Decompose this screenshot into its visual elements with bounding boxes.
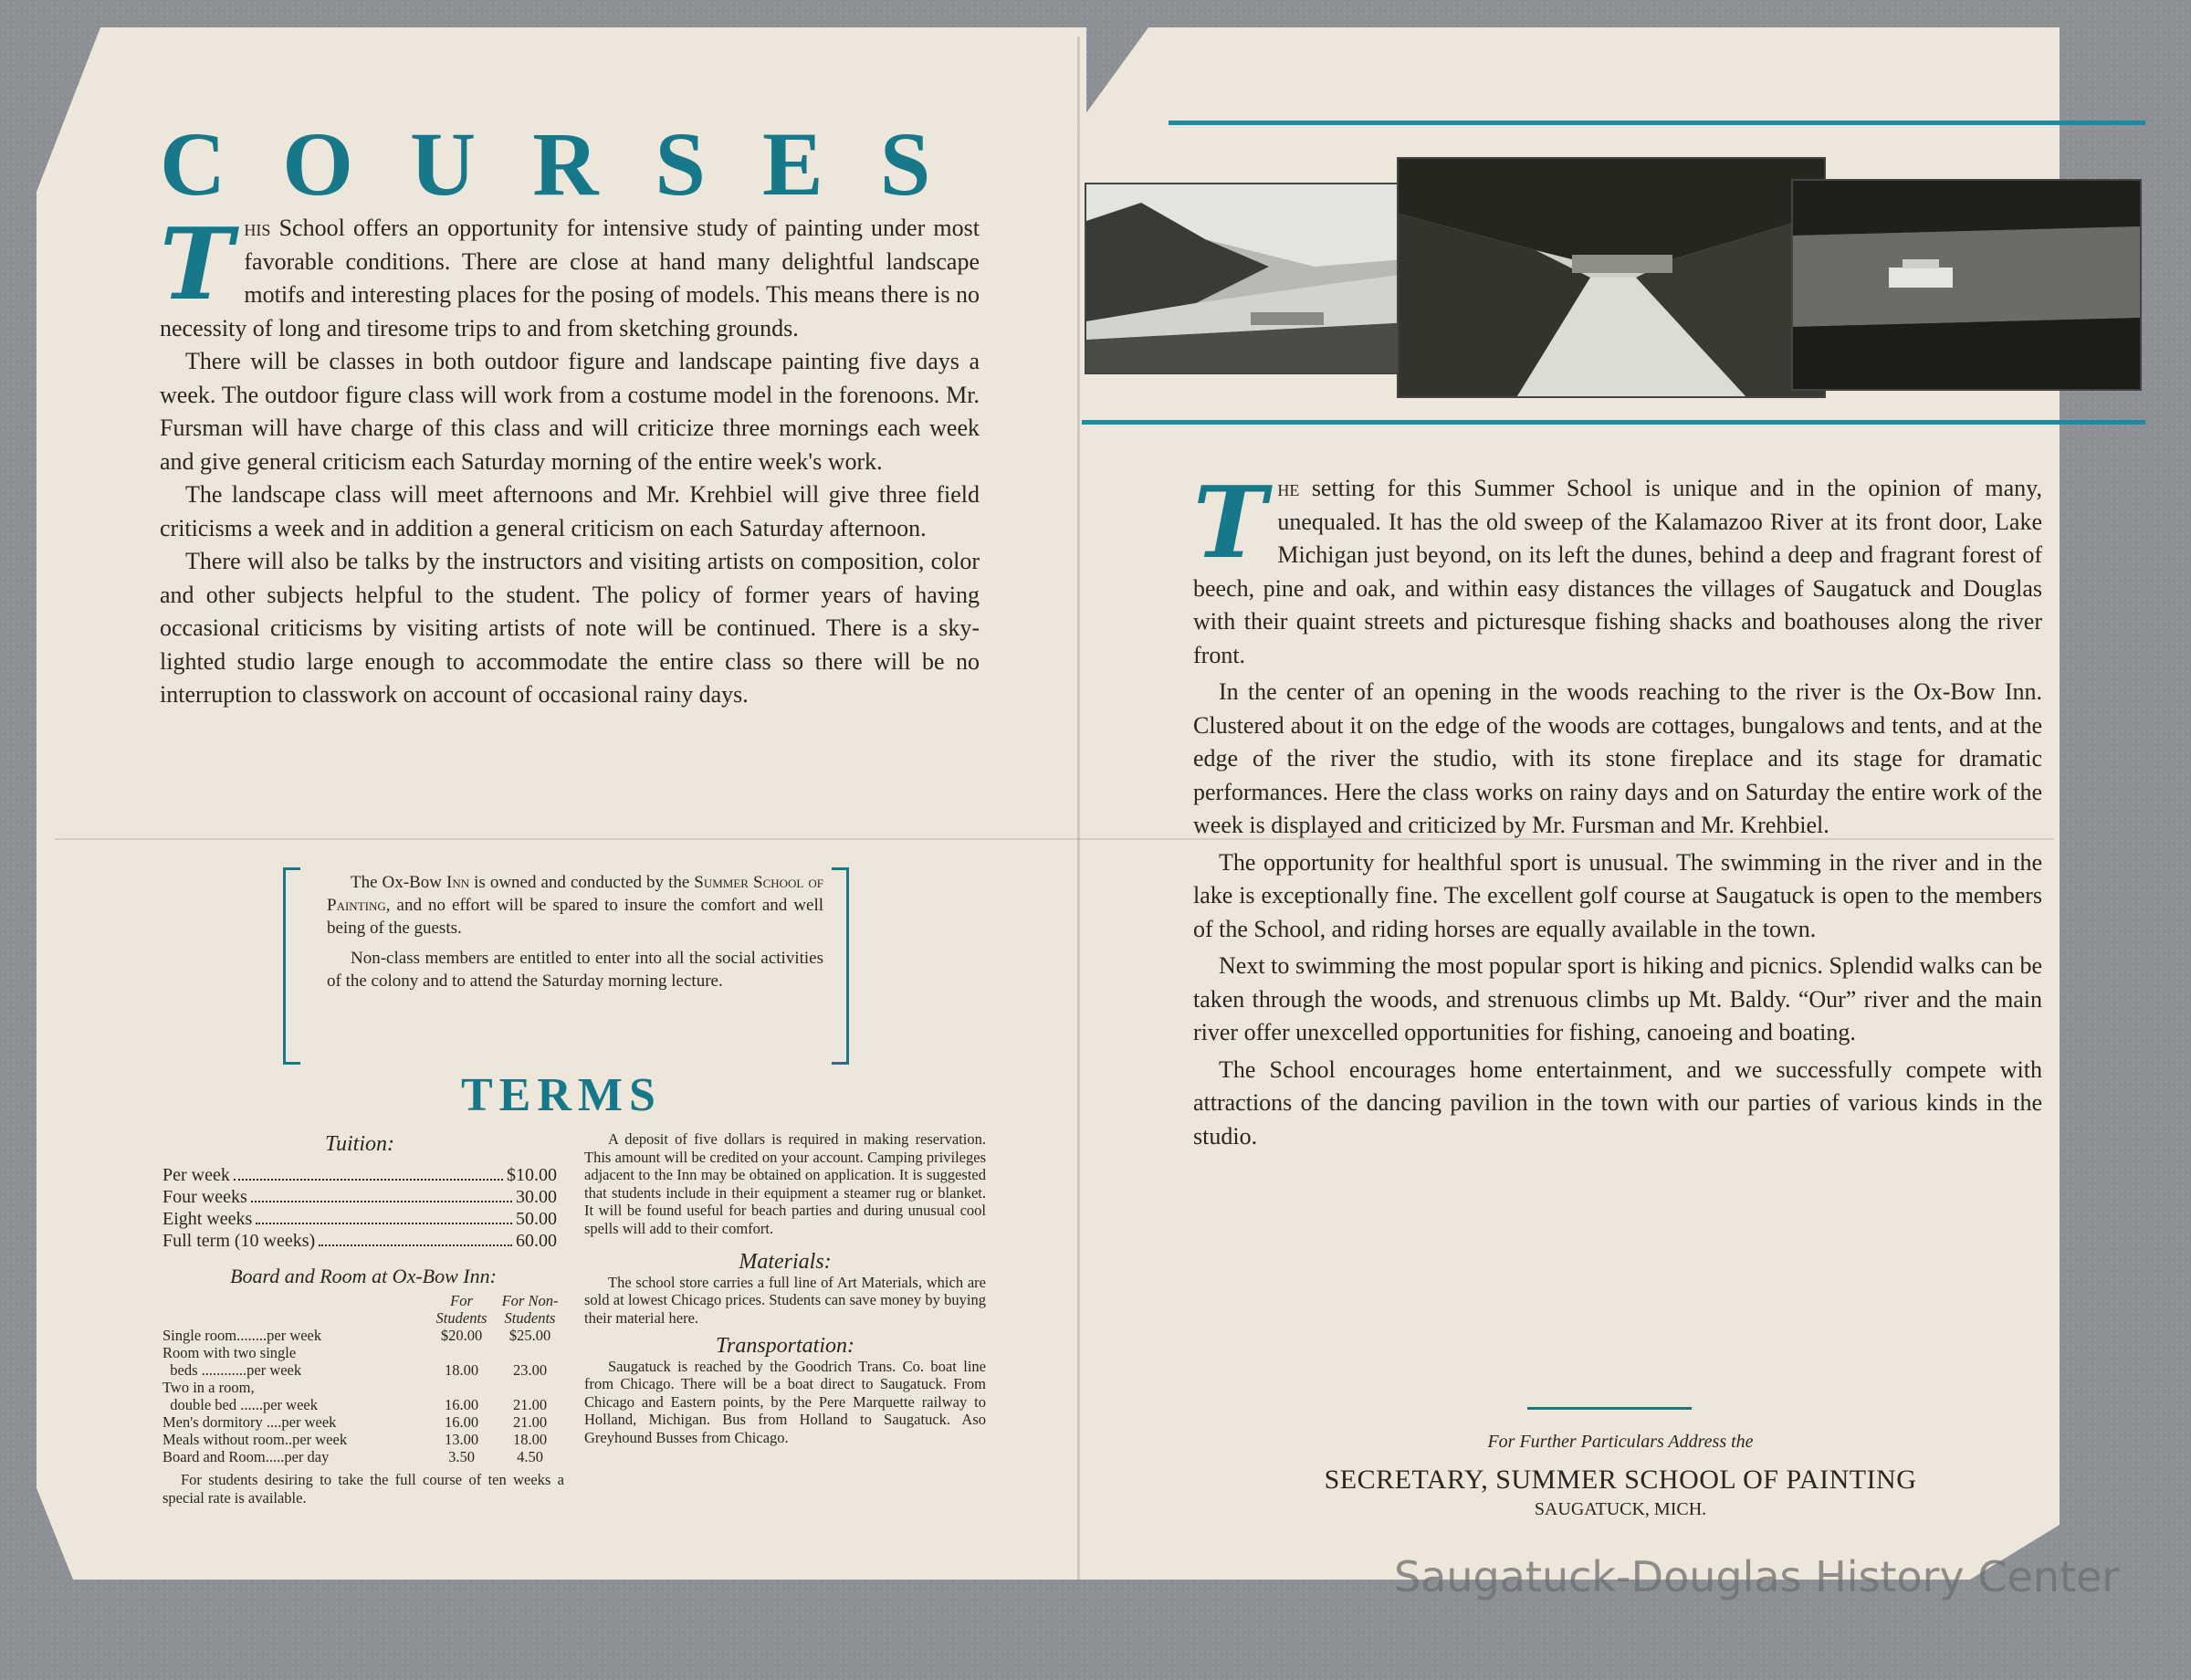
board-header-row bbox=[162, 1292, 564, 1327]
board-students: 13.00 bbox=[444, 1431, 479, 1448]
setting-paragraph: The opportunity for healthful sport is unusual. The swimming in the river and in the lake is exceptionally fine. The excellent golf course at Saugatuck is open to the members of the School, and riding horses are equally available in the town. bbox=[1193, 848, 2042, 942]
board-students: 16.00 bbox=[444, 1396, 479, 1413]
lake-boat-image bbox=[1793, 181, 2140, 389]
setting-paragraph: Next to swimming the most popular sport is hiking and picnics. Splendid walks can be taken through the woods, and strenuous climbs up Mt. Baldy. “Our” river and the main river offer unexcelled opportunities for fishing, canoeing and boating. bbox=[1193, 952, 2042, 1045]
watermark: Saugatuck-Douglas History Center bbox=[1394, 1552, 2120, 1601]
board-row bbox=[162, 1431, 564, 1448]
top-rule bbox=[1169, 121, 2145, 125]
inn-notice-text bbox=[327, 871, 823, 1000]
board-non bbox=[496, 1379, 564, 1396]
tuition-row bbox=[162, 1208, 557, 1230]
contact-block bbox=[1196, 1430, 2045, 1521]
board-row bbox=[162, 1379, 564, 1396]
inn-notice-text-c: , and no effort will be spared to insure the comfort and well being of the guests. bbox=[327, 896, 823, 938]
setting-intro-text: setting for this Summer School is unique and in the opinion of many, unequaled. It has the old sweep of the Kalamazoo River at its front door, Lake Michigan just beyond, on its left the dunes, behind a deep and fragrant forest of beech, pine and oak, and within easy distances the villages of Saugatuck and Douglas with their quaint streets and picturesque fishing shacks and boathouses along the river front. bbox=[1193, 475, 2042, 668]
tuition-price: 60.00 bbox=[516, 1231, 557, 1251]
tuition-row bbox=[162, 1186, 557, 1208]
board-students: $20.00 bbox=[440, 1327, 483, 1344]
courses-paragraph: There will be classes in both outdoor figure and landscape painting five days a week. The outdoor figure class will work from a costume model in the forenoons. Mr. Fursman will have charge of this class and will criticize three mornings each week and give general criticism each Saturday morning of the entire week's work. bbox=[160, 348, 980, 475]
tuition-heading: Tuition: bbox=[324, 1132, 395, 1156]
board-non: $25.00 bbox=[508, 1327, 551, 1344]
box-left-bracket bbox=[283, 867, 300, 1065]
board-students: 16.00 bbox=[444, 1413, 479, 1431]
board-non: 21.00 bbox=[512, 1413, 548, 1431]
setting-paragraph: In the center of an opening in the woods reaching to the river is the Ox-Bow Inn. Clustered about it on the edge of the woods are cottages, bungalows and tents, and at the edge of the river the studio, with its stone fireplace and its stage for dramatic performances. Here the class works on rainy days and on Saturday the entire work of the week is displayed and criticized by Mr. Fursman and Mr. Krehbiel. bbox=[1193, 678, 2042, 838]
tuition-price: 30.00 bbox=[516, 1187, 557, 1207]
inn-notice-text-b: is owned and conducted by the bbox=[469, 873, 695, 892]
board-non: 23.00 bbox=[512, 1361, 548, 1379]
inn-notice-box bbox=[283, 867, 849, 1059]
tuition-label: Full term (10 weeks) bbox=[162, 1231, 316, 1251]
board-label: Two in a room, bbox=[162, 1379, 255, 1396]
photo-bottom-rule bbox=[1082, 420, 2145, 425]
materials-heading: Materials: bbox=[739, 1250, 832, 1274]
dune-path-photo bbox=[1397, 157, 1826, 398]
transport-heading: Transportation: bbox=[715, 1334, 855, 1358]
tuition-label: Eight weeks bbox=[162, 1209, 253, 1229]
setting-paragraph: The School encourages home entertainment, and we successfully compete with attractions of the dancing pavilion in the town with our parties of various kinds in the studio. bbox=[1193, 1055, 2042, 1150]
board-label: Single room........per week bbox=[162, 1327, 322, 1344]
tuition-price: 50.00 bbox=[516, 1209, 557, 1229]
contact-divider bbox=[1527, 1407, 1692, 1410]
transport-text: Saugatuck is reached by the Goodrich Trans. Co. boat line from Chicago. There will be a boat direct to Saugatuck. From Chicago and Eastern points, by the Pere Marquette railway to Holland, Michigan. Bus from Holland to Saugatuck. Aso Greyhound Busses from Chicago. bbox=[584, 1357, 986, 1446]
tuition-row bbox=[162, 1230, 557, 1252]
board-table bbox=[162, 1292, 564, 1465]
leader-dots bbox=[251, 1186, 512, 1202]
courses-intro bbox=[160, 207, 980, 345]
leader-dots bbox=[234, 1164, 503, 1181]
col-students: For Students bbox=[435, 1292, 487, 1327]
tuition-list bbox=[162, 1164, 557, 1252]
inn-notice-inn: Inn bbox=[446, 873, 470, 892]
contact-place: SAUGATUCK, MICH. bbox=[1534, 1499, 1707, 1519]
board-label: Room with two single bbox=[162, 1344, 297, 1361]
leader-dots bbox=[319, 1230, 512, 1246]
terms-right-column bbox=[584, 1130, 986, 1446]
courses-intro-lead: his bbox=[244, 215, 271, 241]
inn-notice-school: Summer School of Painting bbox=[327, 873, 823, 915]
board-label: Men's dormitory ....per week bbox=[162, 1413, 337, 1431]
board-row bbox=[162, 1344, 564, 1361]
col-nonstudents: For Non-Students bbox=[501, 1292, 559, 1327]
contact-name: SECRETARY, SUMMER SCHOOL OF PAINTING bbox=[1324, 1465, 1917, 1495]
tuition-row bbox=[162, 1164, 557, 1186]
tuition-label: Per week bbox=[162, 1165, 230, 1185]
river-photo-image bbox=[1086, 184, 1428, 373]
courses-intro-text: School offers an opportunity for intensive study of painting under most favorable conditions. There are close at hand many delightful landscape motifs and interesting places for the posing of models. This means there is no necessity of long and tiresome trips to and from sketching grounds. bbox=[160, 215, 980, 341]
courses-body bbox=[160, 207, 980, 712]
lake-boat-photo bbox=[1791, 179, 2142, 391]
board-non: 21.00 bbox=[512, 1396, 548, 1413]
board-label: Board and Room.....per day bbox=[162, 1448, 330, 1465]
inn-notice-text-a: The Ox-Bow bbox=[351, 873, 447, 892]
board-row bbox=[162, 1396, 564, 1413]
board-label: double bed ......per week bbox=[162, 1396, 318, 1413]
contact-lead: For Further Particulars Address the bbox=[1487, 1432, 1754, 1452]
board-non bbox=[496, 1344, 564, 1361]
dune-path-image bbox=[1399, 159, 1824, 396]
board-non: 18.00 bbox=[512, 1431, 548, 1448]
courses-paragraph: The landscape class will meet afternoons and Mr. Krehbiel will give three field criticisms a week and in addition a general criticism on each Saturday afternoon. bbox=[160, 481, 980, 541]
board-row bbox=[162, 1327, 564, 1344]
board-students bbox=[427, 1379, 496, 1396]
courses-dropcap: T bbox=[160, 207, 234, 322]
setting-intro bbox=[1193, 466, 2042, 672]
terms-heading: TERMS bbox=[461, 1069, 662, 1121]
tuition-section bbox=[162, 1132, 557, 1252]
deposit-text: A deposit of five dollars is required in making reservation. This amount will be credited on your account. Camping privileges adjacent to the Inn may be obtained on application. It is suggested that students include in their equipment a steamer rug or blanket. It will be found useful for beach parties and during unusual cool spells will add to their comfort. bbox=[584, 1130, 986, 1237]
inn-notice-nonclass: Non-class members are entitled to enter into all the social activities of the colony and to attend the Saturday morning lecture. bbox=[327, 949, 823, 991]
board-header-blank bbox=[162, 1292, 427, 1327]
board-heading: Board and Room at Ox-Bow Inn: bbox=[230, 1265, 497, 1287]
board-students: 3.50 bbox=[448, 1448, 475, 1465]
board-students: 18.00 bbox=[444, 1361, 479, 1379]
board-non: 4.50 bbox=[517, 1448, 543, 1465]
board-label: beds ............per week bbox=[162, 1361, 302, 1379]
board-row bbox=[162, 1448, 564, 1465]
board-students bbox=[427, 1344, 496, 1361]
center-fold bbox=[1077, 37, 1080, 1580]
tuition-label: Four weeks bbox=[162, 1187, 247, 1207]
board-row bbox=[162, 1361, 564, 1379]
box-right-bracket bbox=[832, 867, 849, 1065]
setting-intro-lead: he bbox=[1277, 475, 1300, 501]
materials-text: The school store carries a full line of Art Materials, which are sold at lowest Chicago prices. Students can save money by buying their material here. bbox=[584, 1273, 986, 1327]
tuition-price: $10.00 bbox=[507, 1165, 557, 1185]
board-row bbox=[162, 1413, 564, 1431]
courses-paragraph: There will also be talks by the instructors and visiting artists on composition, color and other subjects helpful to the student. The policy of former years of having occasional criticisms by visiting artists of note will be continued. There is a sky-lighted studio large enough to accommodate the entire class so there will be no interruption to classwork on account of occasional rainy days. bbox=[160, 548, 980, 708]
board-label: Meals without room..per week bbox=[162, 1431, 348, 1448]
setting-dropcap: T bbox=[1193, 466, 1267, 581]
river-photo bbox=[1085, 183, 1430, 374]
board-note: For students desiring to take the full course of ten weeks a special rate is available. bbox=[162, 1471, 564, 1507]
setting-body bbox=[1193, 466, 2042, 1153]
courses-heading: COURSES bbox=[160, 113, 988, 215]
leader-dots bbox=[256, 1208, 512, 1224]
board-section bbox=[162, 1265, 564, 1507]
